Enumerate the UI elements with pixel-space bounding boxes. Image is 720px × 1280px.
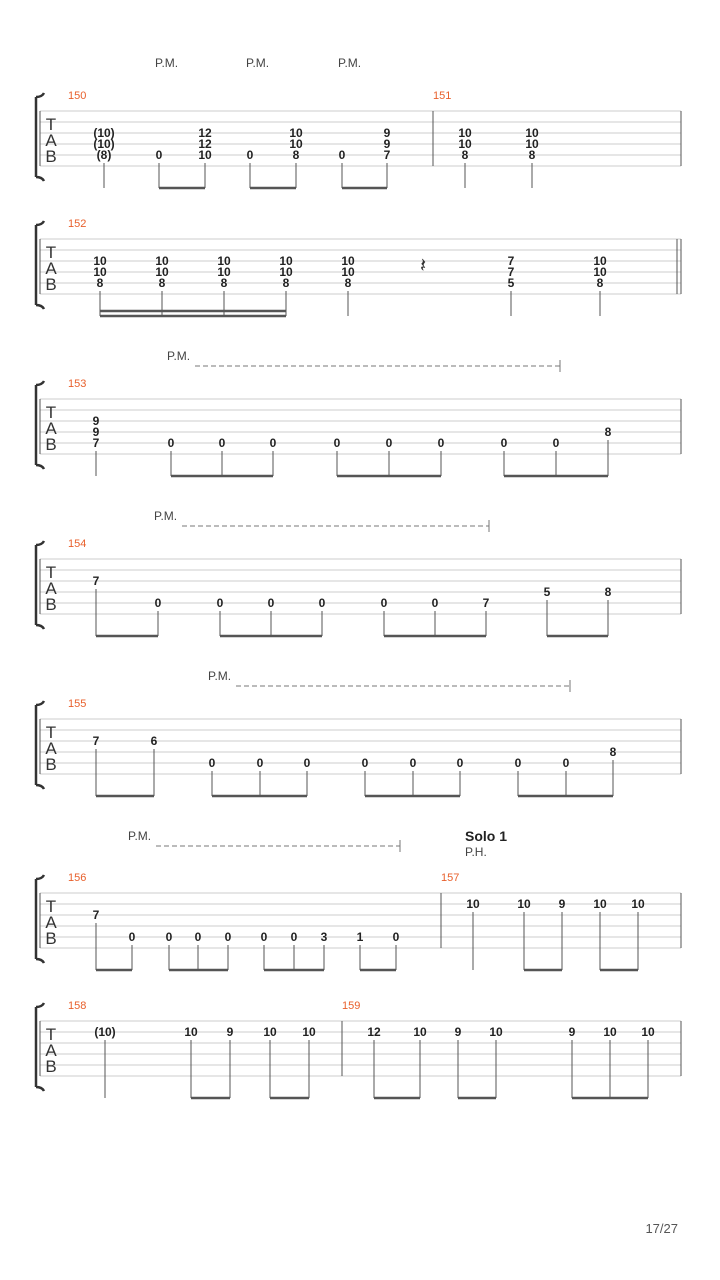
fret-number: 7 — [482, 596, 490, 610]
fret-number: 10 — [93, 254, 107, 268]
tab-clef-letter: A — [45, 739, 57, 758]
tab-clef-letter: T — [45, 115, 57, 134]
fret-number: 5 — [543, 585, 551, 599]
fret-number: 10 — [458, 126, 472, 140]
measure-number: 158 — [68, 1000, 87, 1012]
fret-number: 9 — [454, 1025, 462, 1039]
fret-number: 10 — [641, 1025, 655, 1039]
tab-clef-letter: T — [45, 897, 57, 916]
fret-number: 3 — [320, 930, 328, 944]
fret-number: 0 — [208, 756, 216, 770]
fret-number: (10) — [93, 137, 115, 151]
tab-clef-letter: A — [45, 419, 57, 438]
fret-number: 8 — [604, 585, 612, 599]
tab-system — [36, 381, 681, 476]
palm-mute-label: P.M. — [128, 829, 152, 843]
fret-number: 0 — [338, 148, 346, 162]
fret-number: 8 — [96, 276, 104, 290]
tab-clef-letter: A — [45, 913, 57, 932]
fret-number: 10 — [593, 265, 607, 279]
fret-number: 8 — [596, 276, 604, 290]
fret-number: 10 — [466, 897, 480, 911]
fret-number: 0 — [269, 436, 277, 450]
tab-clef-letter: B — [45, 595, 57, 614]
fret-number: 10 — [525, 137, 539, 151]
fret-number: 0 — [154, 596, 162, 610]
fret-number: 0 — [256, 756, 264, 770]
tab-clef-letter: B — [45, 275, 57, 294]
fret-number: 0 — [216, 596, 224, 610]
fret-number: 0 — [224, 930, 232, 944]
fret-number: 7 — [92, 908, 100, 922]
fret-number: (10) — [93, 126, 115, 140]
fret-number: 10 — [155, 254, 169, 268]
fret-number: 0 — [267, 596, 275, 610]
fret-number: 9 — [92, 425, 100, 439]
tab-clef-letter: T — [45, 723, 57, 742]
fret-number: 0 — [552, 436, 560, 450]
fret-number: 0 — [500, 436, 508, 450]
page-number: 17/27 — [645, 1221, 678, 1236]
fret-number: 10 — [93, 265, 107, 279]
fret-number: 0 — [380, 596, 388, 610]
palm-mute-label: P.M. — [208, 669, 232, 683]
palm-mute-label: P.M. — [154, 509, 178, 523]
fret-number: 0 — [128, 930, 136, 944]
tab-clef-letter: B — [45, 1057, 57, 1076]
fret-number: 0 — [218, 436, 226, 450]
fret-number: 7 — [507, 265, 515, 279]
fret-number: 10 — [593, 897, 607, 911]
fret-number: 0 — [409, 756, 417, 770]
fret-number: 10 — [489, 1025, 503, 1039]
fret-number: 10 — [631, 897, 645, 911]
tab-clef-letter: A — [45, 579, 57, 598]
tab-clef-letter: A — [45, 131, 57, 150]
tab-clef-letter: B — [45, 147, 57, 166]
tab-clef-letter: B — [45, 435, 57, 454]
fret-number: 8 — [282, 276, 290, 290]
fret-number: 10 — [458, 137, 472, 151]
fret-number: 0 — [562, 756, 570, 770]
section-title: Solo 1 — [465, 828, 508, 844]
fret-number: 10 — [341, 254, 355, 268]
fret-number: 0 — [318, 596, 326, 610]
tab-system — [36, 93, 681, 188]
fret-number: 12 — [367, 1025, 381, 1039]
fret-number: 10 — [217, 254, 231, 268]
fret-number: 10 — [603, 1025, 617, 1039]
fret-number: 0 — [385, 436, 393, 450]
fret-number: 0 — [361, 756, 369, 770]
fret-number: 9 — [558, 897, 566, 911]
fret-number: 0 — [392, 930, 400, 944]
quarter-rest-icon: 𝄽 — [419, 255, 427, 277]
fret-number: 7 — [383, 148, 391, 162]
fret-number: (8) — [96, 148, 112, 162]
tab-clef-letter: T — [45, 563, 57, 582]
tab-clef-letter: B — [45, 929, 57, 948]
fret-number: (10) — [94, 1025, 116, 1039]
fret-number: 9 — [383, 126, 391, 140]
fret-number: 8 — [461, 148, 469, 162]
measure-number: 152 — [68, 218, 87, 230]
fret-number: 10 — [302, 1025, 316, 1039]
fret-number: 8 — [344, 276, 352, 290]
fret-number: 0 — [194, 930, 202, 944]
fret-number: 10 — [517, 897, 531, 911]
fret-number: 12 — [198, 126, 212, 140]
fret-number: 10 — [593, 254, 607, 268]
fret-number: 0 — [514, 756, 522, 770]
fret-number: 8 — [220, 276, 228, 290]
fret-number: 0 — [333, 436, 341, 450]
fret-number: 10 — [279, 265, 293, 279]
fret-number: 0 — [290, 930, 298, 944]
fret-number: 10 — [289, 137, 303, 151]
palm-mute-label: P.M. — [155, 56, 179, 70]
measure-number: 155 — [68, 698, 87, 710]
measure-number: 157 — [441, 872, 460, 884]
fret-number: 10 — [263, 1025, 277, 1039]
fret-number: 10 — [184, 1025, 198, 1039]
fret-number: 0 — [167, 436, 175, 450]
fret-number: 8 — [604, 425, 612, 439]
tab-system — [36, 701, 681, 796]
palm-mute-label: P.M. — [246, 56, 270, 70]
tab-clef-letter: T — [45, 243, 57, 262]
fret-number: 10 — [289, 126, 303, 140]
tab-clef-letter: T — [45, 1025, 57, 1044]
pinch-harmonic-label: P.H. — [465, 845, 487, 859]
measure-number: 151 — [433, 90, 452, 102]
fret-number: 7 — [92, 574, 100, 588]
fret-number: 0 — [431, 596, 439, 610]
fret-number: 0 — [437, 436, 445, 450]
fret-number: 10 — [155, 265, 169, 279]
fret-number: 8 — [158, 276, 166, 290]
tab-system — [36, 541, 681, 636]
palm-mute-label: P.M. — [167, 349, 191, 363]
fret-number: 0 — [246, 148, 254, 162]
fret-number: 10 — [413, 1025, 427, 1039]
tab-clef-letter: B — [45, 755, 57, 774]
fret-number: 7 — [92, 436, 100, 450]
fret-number: 9 — [383, 137, 391, 151]
fret-number: 6 — [150, 734, 158, 748]
fret-number: 10 — [279, 254, 293, 268]
fret-number: 8 — [609, 745, 617, 759]
fret-number: 10 — [341, 265, 355, 279]
measure-number: 154 — [68, 538, 87, 550]
fret-number: 7 — [92, 734, 100, 748]
fret-number: 1 — [356, 930, 364, 944]
fret-number: 9 — [92, 414, 100, 428]
fret-number: 7 — [507, 254, 515, 268]
fret-number: 9 — [226, 1025, 234, 1039]
fret-number: 0 — [303, 756, 311, 770]
tab-clef-letter: T — [45, 403, 57, 422]
palm-mute-label: P.M. — [338, 56, 362, 70]
tab-system — [36, 1003, 681, 1098]
measure-number: 156 — [68, 872, 87, 884]
fret-number: 8 — [292, 148, 300, 162]
tab-clef-letter: A — [45, 259, 57, 278]
fret-number: 9 — [568, 1025, 576, 1039]
fret-number: 0 — [165, 930, 173, 944]
tab-system — [36, 875, 681, 970]
fret-number: 8 — [528, 148, 536, 162]
tab-clef-letter: A — [45, 1041, 57, 1060]
tab-system — [36, 221, 681, 316]
fret-number: 5 — [507, 276, 515, 290]
fret-number: 10 — [217, 265, 231, 279]
fret-number: 0 — [155, 148, 163, 162]
fret-number: 10 — [525, 126, 539, 140]
measure-number: 153 — [68, 378, 87, 390]
measure-number: 150 — [68, 90, 87, 102]
fret-number: 0 — [456, 756, 464, 770]
fret-number: 0 — [260, 930, 268, 944]
measure-number: 159 — [342, 1000, 361, 1012]
fret-number: 10 — [198, 148, 212, 162]
fret-number: 12 — [198, 137, 212, 151]
